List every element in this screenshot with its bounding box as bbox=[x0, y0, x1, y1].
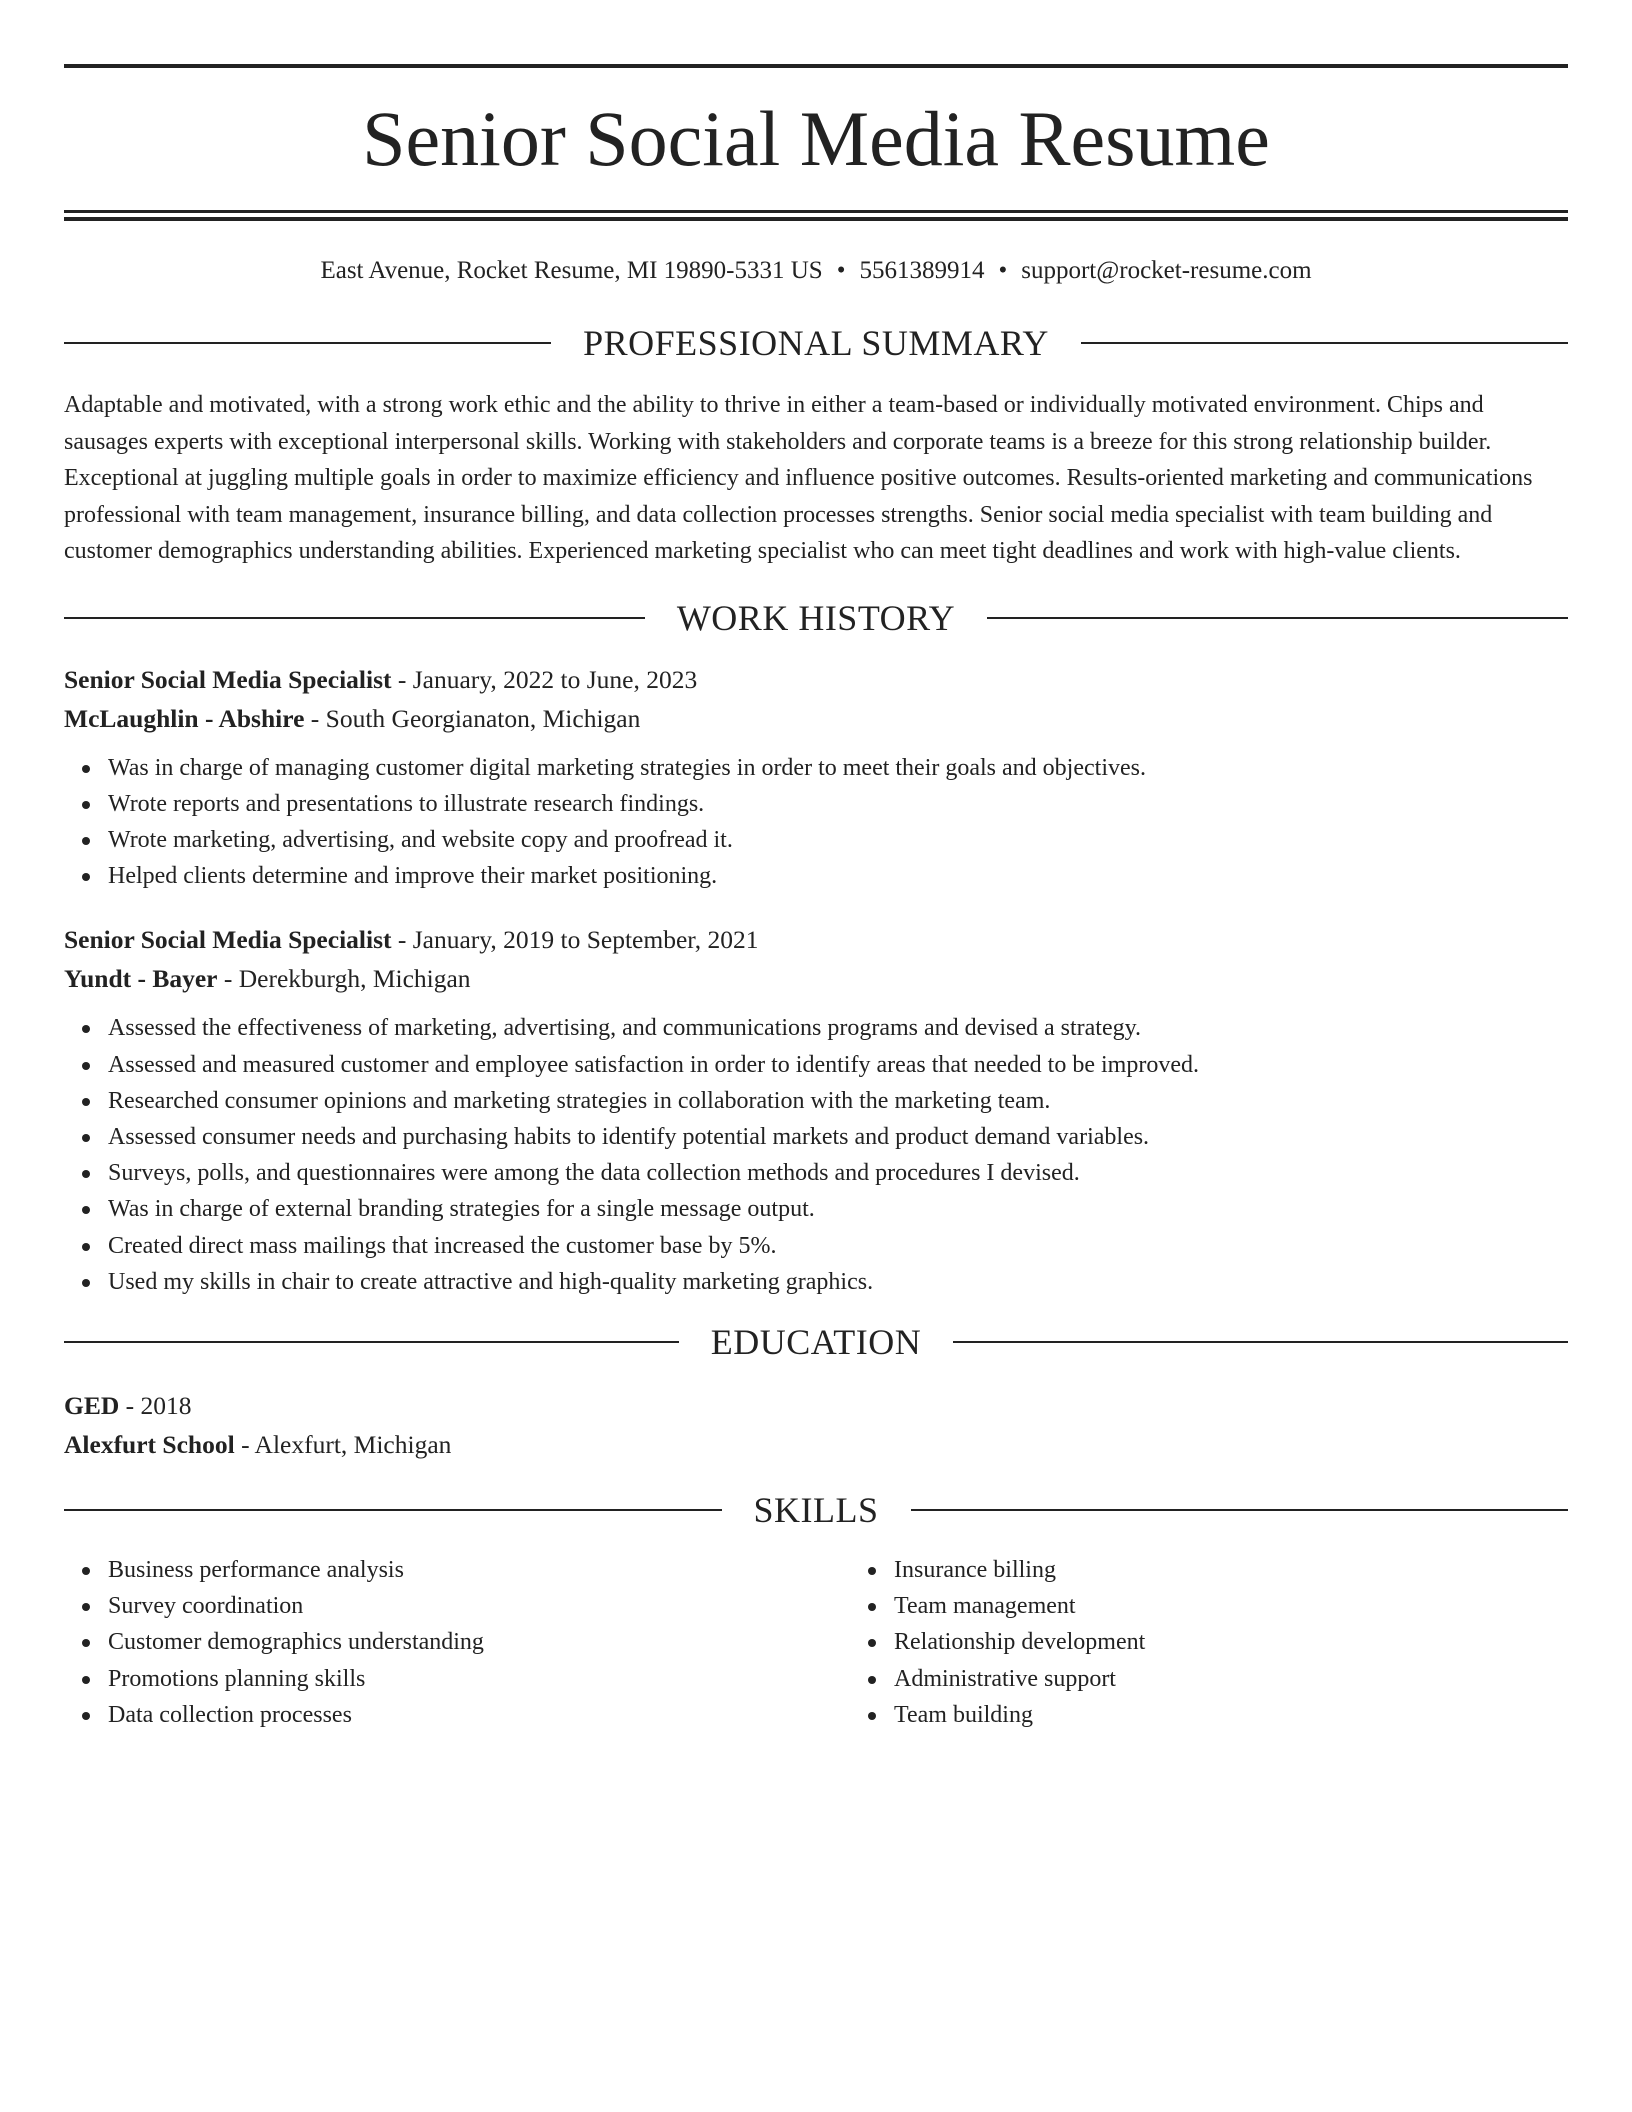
list-item: Was in charge of managing customer digital marketing strategies in order to meet their goals and objectives. bbox=[108, 750, 1568, 786]
list-item: Business performance analysis bbox=[108, 1552, 850, 1588]
list-item: Researched consumer opinions and marketing strategies in collaboration with the marketing team. bbox=[108, 1083, 1568, 1119]
section-rule-right bbox=[1081, 342, 1568, 344]
section-header-skills bbox=[64, 1488, 1568, 1532]
education-degree-line bbox=[64, 1386, 1568, 1425]
list-item: Relationship development bbox=[894, 1624, 1632, 1660]
list-item: Wrote marketing, advertising, and website copy and proofread it. bbox=[108, 822, 1568, 858]
top-rule bbox=[64, 64, 1568, 68]
list-item: Assessed the effectiveness of marketing, advertising, and communications programs and devised a strategy. bbox=[108, 1010, 1568, 1046]
section-header-work bbox=[64, 596, 1568, 640]
section-title-education: EDUCATION bbox=[710, 1321, 922, 1362]
list-item: Surveys, polls, and questionnaires were among the data collection methods and procedures I devised. bbox=[108, 1155, 1568, 1191]
job-title-line bbox=[64, 660, 1568, 699]
skills-list-right bbox=[850, 1552, 1632, 1733]
section-title-skills: SKILLS bbox=[753, 1489, 879, 1530]
list-item: Helped clients determine and improve their market positioning. bbox=[108, 858, 1568, 894]
list-item: Data collection processes bbox=[108, 1697, 850, 1733]
education-year: - 2018 bbox=[119, 1390, 192, 1420]
list-item: Promotions planning skills bbox=[108, 1661, 850, 1697]
list-item: Used my skills in chair to create attractive and high-quality marketing graphics. bbox=[108, 1264, 1568, 1300]
contact-separator: • bbox=[836, 257, 846, 284]
list-item: Created direct mass mailings that increased the customer base by 5%. bbox=[108, 1228, 1568, 1264]
contact-address: East Avenue, Rocket Resume, MI 19890-5331 US bbox=[320, 257, 823, 284]
list-item: Wrote reports and presentations to illustrate research findings. bbox=[108, 786, 1568, 822]
list-item: Assessed and measured customer and employee satisfaction in order to identify areas that needed to be improved. bbox=[108, 1047, 1568, 1083]
section-rule-left bbox=[64, 617, 645, 619]
section-title-summary: PROFESSIONAL SUMMARY bbox=[583, 323, 1049, 363]
section-rule-left bbox=[64, 342, 551, 344]
section-rule-right bbox=[987, 617, 1568, 619]
education-school: Alexfurt School bbox=[64, 1429, 235, 1459]
list-item: Insurance billing bbox=[894, 1552, 1632, 1588]
skills-list-left bbox=[64, 1552, 850, 1733]
section-header-summary bbox=[64, 321, 1568, 365]
skills-columns bbox=[64, 1552, 1568, 1733]
contact-phone: 5561389914 bbox=[859, 257, 985, 284]
job-entry bbox=[64, 920, 1568, 1300]
section-header-education bbox=[64, 1320, 1568, 1364]
list-item: Team building bbox=[894, 1697, 1632, 1733]
job-location: - Derekburgh, Michigan bbox=[217, 964, 471, 994]
job-location: - South Georgianaton, Michigan bbox=[304, 703, 641, 733]
job-bullets bbox=[64, 1010, 1568, 1300]
resume-title: Senior Social Media Resume bbox=[362, 95, 1270, 182]
education-school-line bbox=[64, 1425, 1568, 1464]
list-item: Assessed consumer needs and purchasing habits to identify potential markets and product demand variables. bbox=[108, 1119, 1568, 1155]
job-company-line bbox=[64, 959, 1568, 998]
list-item: Survey coordination bbox=[108, 1588, 850, 1624]
section-rule-left bbox=[64, 1509, 722, 1511]
contact-separator: • bbox=[998, 257, 1008, 284]
job-dates: - January, 2022 to June, 2023 bbox=[391, 664, 698, 694]
education-location: - Alexfurt, Michigan bbox=[234, 1429, 452, 1459]
job-title: Senior Social Media Specialist bbox=[64, 664, 392, 694]
contact-email: support@rocket-resume.com bbox=[1021, 257, 1312, 284]
job-entry bbox=[64, 660, 1568, 895]
contact-line bbox=[64, 255, 1568, 287]
job-company-line bbox=[64, 699, 1568, 738]
job-dates: - January, 2019 to September, 2021 bbox=[391, 925, 759, 955]
list-item: Was in charge of external branding strategies for a single message output. bbox=[108, 1191, 1568, 1227]
list-item: Administrative support bbox=[894, 1661, 1632, 1697]
professional-summary-text: Adaptable and motivated, with a strong work ethic and the ability to thrive in either a team-based or individually motivated environment. Chips and sausages experts with exceptional interpersonal skills. Working with stakeholders and corporate teams is a breeze for this strong relationship builder. Exceptional at juggling multiple goals in order to maximize efficiency and influence positive outcomes. Results-oriented marketing and communications professional with team management, insurance billing, and data collection processes strengths. Senior social media specialist with team building and customer demographics understanding abilities. Experienced marketing specialist who can meet tight deadlines and work with high-value clients. bbox=[64, 392, 1533, 564]
list-item: Customer demographics understanding bbox=[108, 1624, 850, 1660]
section-rule-right bbox=[953, 1341, 1568, 1343]
section-title-work: WORK HISTORY bbox=[676, 597, 956, 638]
education-entry bbox=[64, 1386, 1568, 1464]
job-title-line bbox=[64, 920, 1568, 959]
section-rule-right bbox=[911, 1509, 1569, 1511]
job-company: Yundt - Bayer bbox=[64, 964, 218, 994]
job-company: McLaughlin - Abshire bbox=[64, 703, 305, 733]
job-title: Senior Social Media Specialist bbox=[64, 925, 392, 955]
list-item: Team management bbox=[894, 1588, 1632, 1624]
section-rule-left bbox=[64, 1341, 679, 1343]
education-degree: GED bbox=[64, 1390, 120, 1420]
title-double-rule bbox=[64, 210, 1568, 221]
job-bullets bbox=[64, 750, 1568, 895]
